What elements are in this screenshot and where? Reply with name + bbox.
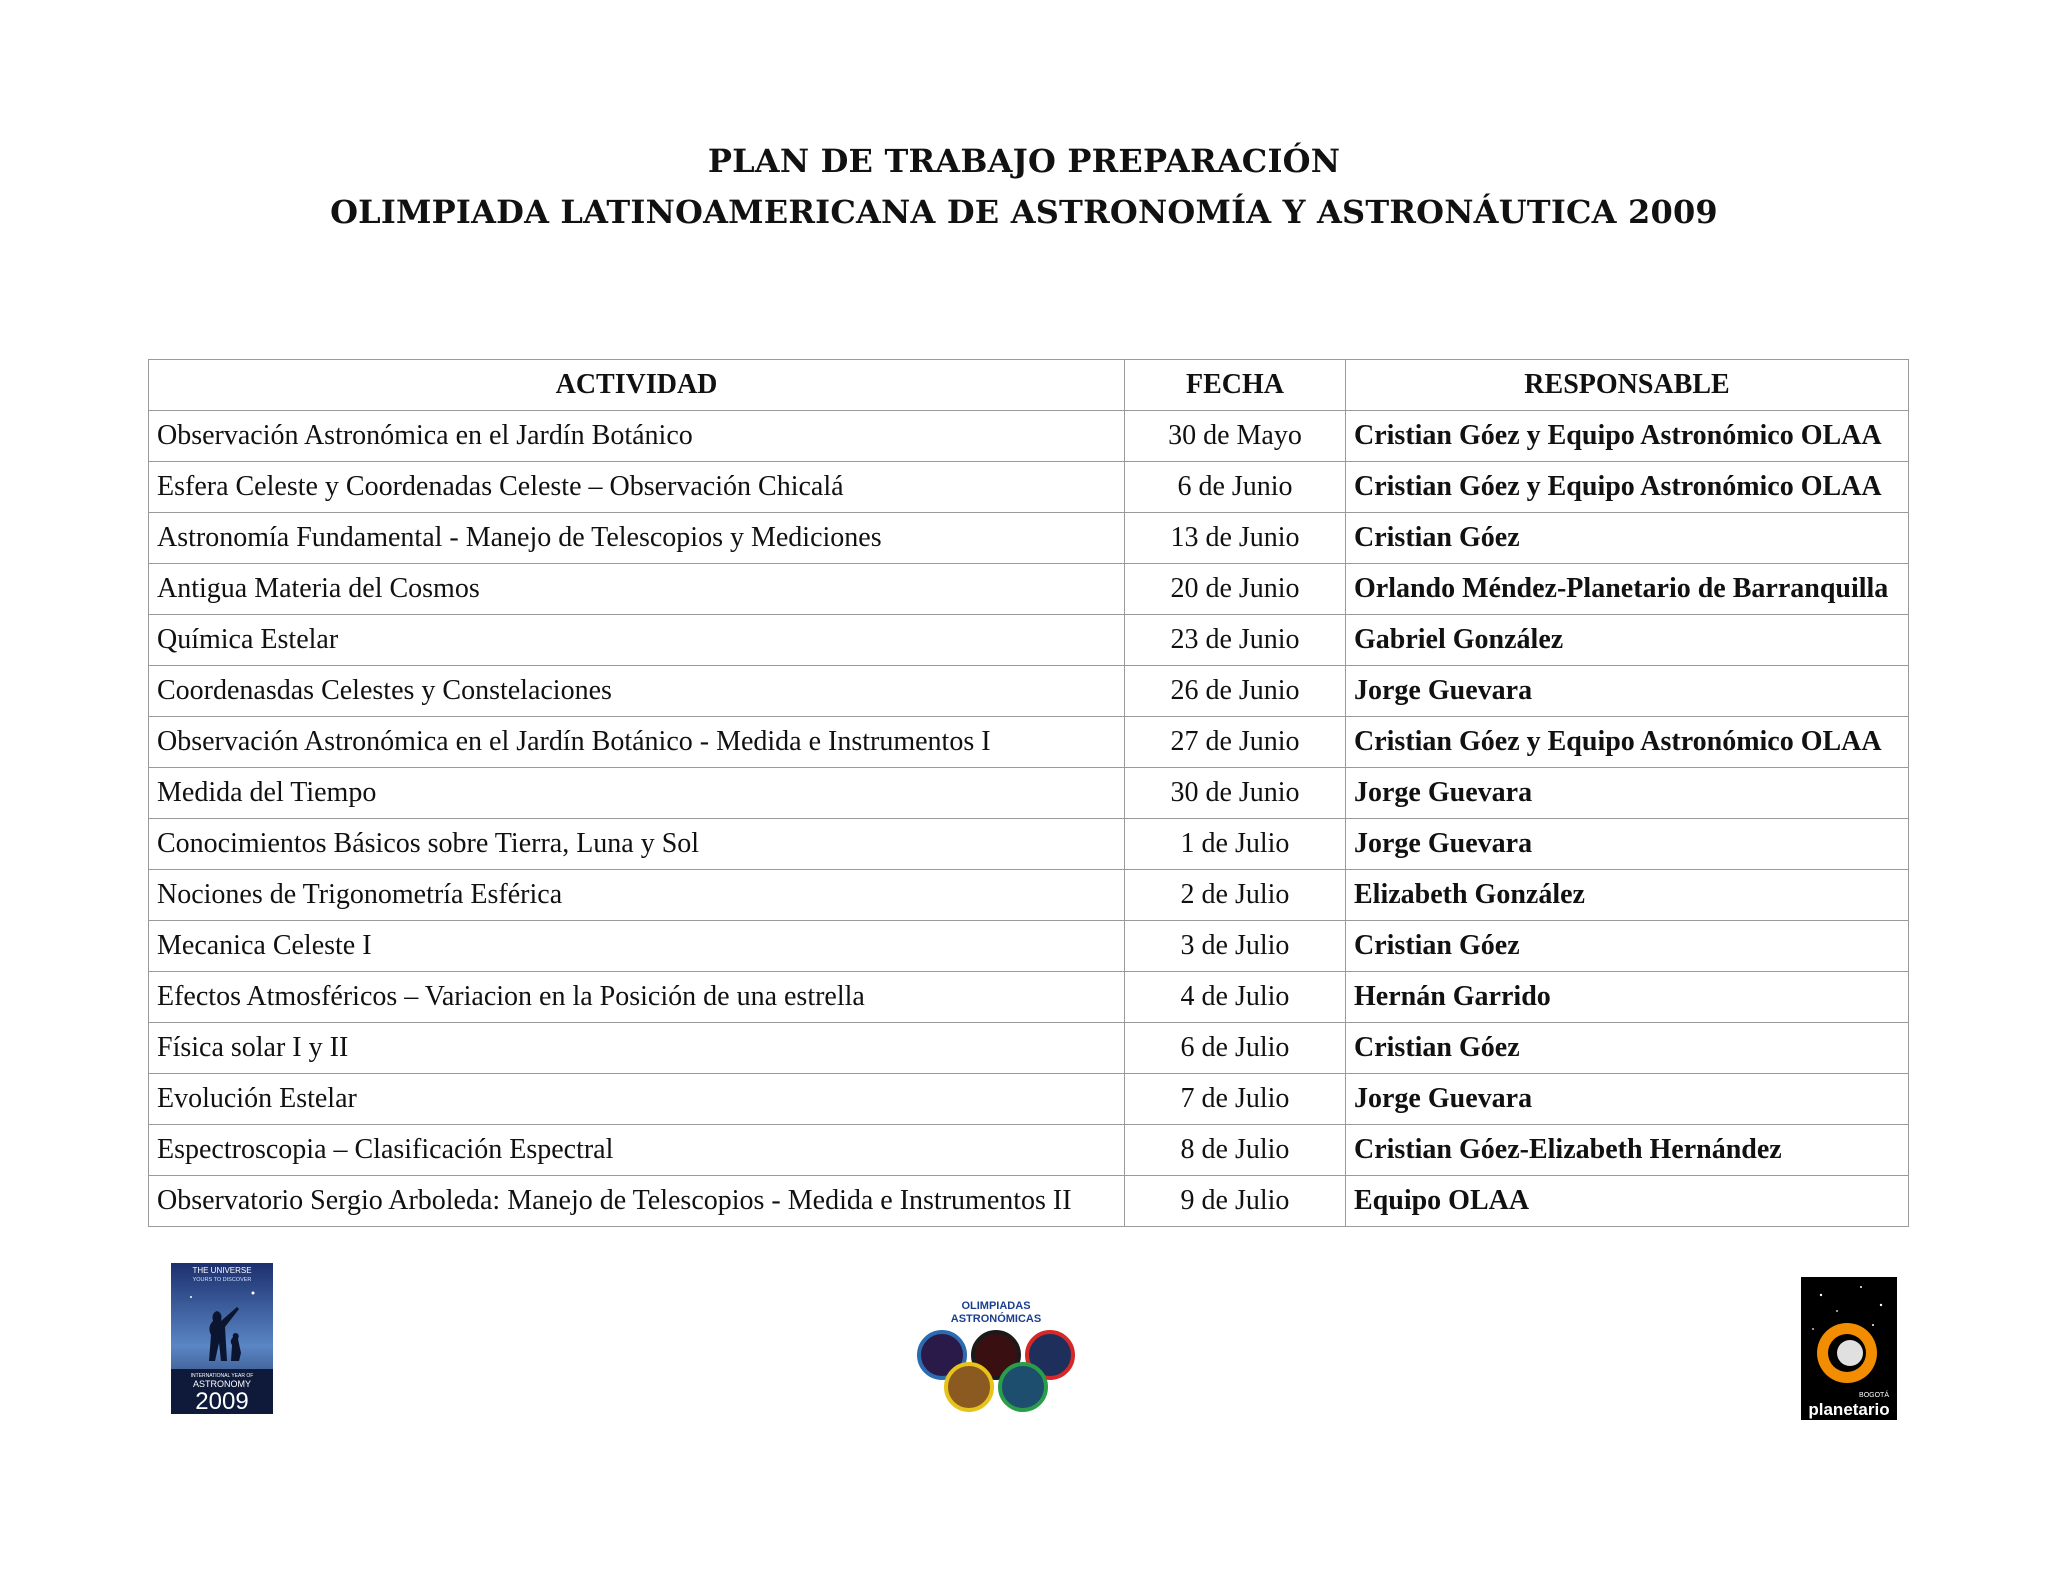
cell-fecha: 7 de Julio xyxy=(1125,1074,1346,1125)
table-row xyxy=(149,972,1909,1023)
cell-fecha: 23 de Junio xyxy=(1125,615,1346,666)
cell-fecha: 13 de Junio xyxy=(1125,513,1346,564)
cell-responsable: Cristian Góez xyxy=(1346,513,1909,564)
cell-fecha: 2 de Julio xyxy=(1125,870,1346,921)
cell-fecha: 4 de Julio xyxy=(1125,972,1346,1023)
cell-actividad: Física solar I y II xyxy=(149,1023,1125,1074)
table-row xyxy=(149,564,1909,615)
cell-fecha: 30 de Mayo xyxy=(1125,411,1346,462)
cell-fecha: 6 de Junio xyxy=(1125,462,1346,513)
table-row xyxy=(149,1176,1909,1227)
cell-actividad: Observatorio Sergio Arboleda: Manejo de Telescopios - Medida e Instrumentos II xyxy=(149,1176,1125,1227)
cell-actividad: Medida del Tiempo xyxy=(149,768,1125,819)
table-row xyxy=(149,615,1909,666)
cell-responsable: Orlando Méndez-Planetario de Barranquilla xyxy=(1346,564,1909,615)
cell-actividad: Química Estelar xyxy=(149,615,1125,666)
table-row xyxy=(149,666,1909,717)
svg-text:ASTRONOMY: ASTRONOMY xyxy=(192,1379,252,1389)
cell-responsable: Hernán Garrido xyxy=(1346,972,1909,1023)
cell-fecha: 20 de Junio xyxy=(1125,564,1346,615)
cell-actividad: Evolución Estelar xyxy=(149,1074,1125,1125)
cell-fecha: 8 de Julio xyxy=(1125,1125,1346,1176)
cell-responsable: Cristian Góez y Equipo Astronómico OLAA xyxy=(1346,462,1909,513)
svg-text:ASTRONÓMICAS: ASTRONÓMICAS xyxy=(950,1313,1042,1325)
cell-fecha: 30 de Junio xyxy=(1125,768,1346,819)
svg-text:INTERNATIONAL YEAR OF: INTERNATIONAL YEAR OF xyxy=(190,1373,254,1379)
cell-responsable: Gabriel González xyxy=(1346,615,1909,666)
cell-responsable: Equipo OLAA xyxy=(1346,1176,1909,1227)
cell-responsable: Jorge Guevara xyxy=(1346,666,1909,717)
cell-actividad: Esfera Celeste y Coordenadas Celeste – Observación Chicalá xyxy=(149,462,1125,513)
table-row xyxy=(149,1074,1909,1125)
cell-actividad: Conocimientos Básicos sobre Tierra, Luna y Sol xyxy=(149,819,1125,870)
cell-responsable: Cristian Góez xyxy=(1346,921,1909,972)
cell-fecha: 26 de Junio xyxy=(1125,666,1346,717)
table-row xyxy=(149,768,1909,819)
table-body xyxy=(149,411,1909,1227)
olimpiadas-rings-logo-icon xyxy=(915,1297,1077,1415)
cell-actividad: Observación Astronómica en el Jardín Botánico xyxy=(149,411,1125,462)
cell-responsable: Cristian Góez y Equipo Astronómico OLAA xyxy=(1346,717,1909,768)
cell-responsable: Cristian Góez-Elizabeth Hernández xyxy=(1346,1125,1909,1176)
column-header-fecha: FECHA xyxy=(1125,360,1346,411)
cell-fecha: 1 de Julio xyxy=(1125,819,1346,870)
cell-actividad: Antigua Materia del Cosmos xyxy=(149,564,1125,615)
cell-responsable: Elizabeth González xyxy=(1346,870,1909,921)
table-row xyxy=(149,819,1909,870)
table-row xyxy=(149,411,1909,462)
cell-responsable: Jorge Guevara xyxy=(1346,819,1909,870)
table-row xyxy=(149,921,1909,972)
cell-responsable: Cristian Góez y Equipo Astronómico OLAA xyxy=(1346,411,1909,462)
planetario-logo-icon xyxy=(1801,1277,1897,1420)
cell-actividad: Espectroscopia – Clasificación Espectral xyxy=(149,1125,1125,1176)
cell-actividad: Efectos Atmosféricos – Variacion en la Posición de una estrella xyxy=(149,972,1125,1023)
column-header-responsable: RESPONSABLE xyxy=(1346,360,1909,411)
svg-text:BOGOTÁ: BOGOTÁ xyxy=(1859,1392,1889,1399)
table-row xyxy=(149,513,1909,564)
table-row xyxy=(149,1023,1909,1074)
cell-fecha: 9 de Julio xyxy=(1125,1176,1346,1227)
cell-fecha: 27 de Junio xyxy=(1125,717,1346,768)
cell-actividad: Observación Astronómica en el Jardín Botánico - Medida e Instrumentos I xyxy=(149,717,1125,768)
table-row xyxy=(149,462,1909,513)
svg-text:THE UNIVERSE: THE UNIVERSE xyxy=(192,1266,252,1275)
cell-actividad: Astronomía Fundamental - Manejo de Telescopios y Mediciones xyxy=(149,513,1125,564)
svg-text:planetario: planetario xyxy=(1808,1400,1890,1419)
document-subtitle: OLIMPIADA LATINOAMERICANA DE ASTRONOMÍA Y ASTRONÁUTICA 2009 xyxy=(330,193,1718,231)
cell-fecha: 6 de Julio xyxy=(1125,1023,1346,1074)
table-row xyxy=(149,717,1909,768)
svg-text:2009: 2009 xyxy=(195,1388,249,1414)
cell-fecha: 3 de Julio xyxy=(1125,921,1346,972)
svg-text:OLIMPIADAS: OLIMPIADAS xyxy=(961,1300,1031,1312)
cell-responsable: Cristian Góez xyxy=(1346,1023,1909,1074)
cell-actividad: Nociones de Trigonometría Esférica xyxy=(149,870,1125,921)
column-header-actividad: ACTIVIDAD xyxy=(149,360,1125,411)
cell-responsable: Jorge Guevara xyxy=(1346,1074,1909,1125)
table-row xyxy=(149,870,1909,921)
cell-actividad: Coordenasdas Celestes y Constelaciones xyxy=(149,666,1125,717)
work-plan-table xyxy=(148,359,1909,1227)
cell-responsable: Jorge Guevara xyxy=(1346,768,1909,819)
iya-2009-logo-icon xyxy=(171,1263,273,1414)
table-row xyxy=(149,1125,1909,1176)
table-header-row xyxy=(149,360,1909,411)
svg-text:YOURS TO DISCOVER: YOURS TO DISCOVER xyxy=(192,1277,252,1283)
cell-actividad: Mecanica Celeste I xyxy=(149,921,1125,972)
document-title: PLAN DE TRABAJO PREPARACIÓN xyxy=(707,142,1341,180)
